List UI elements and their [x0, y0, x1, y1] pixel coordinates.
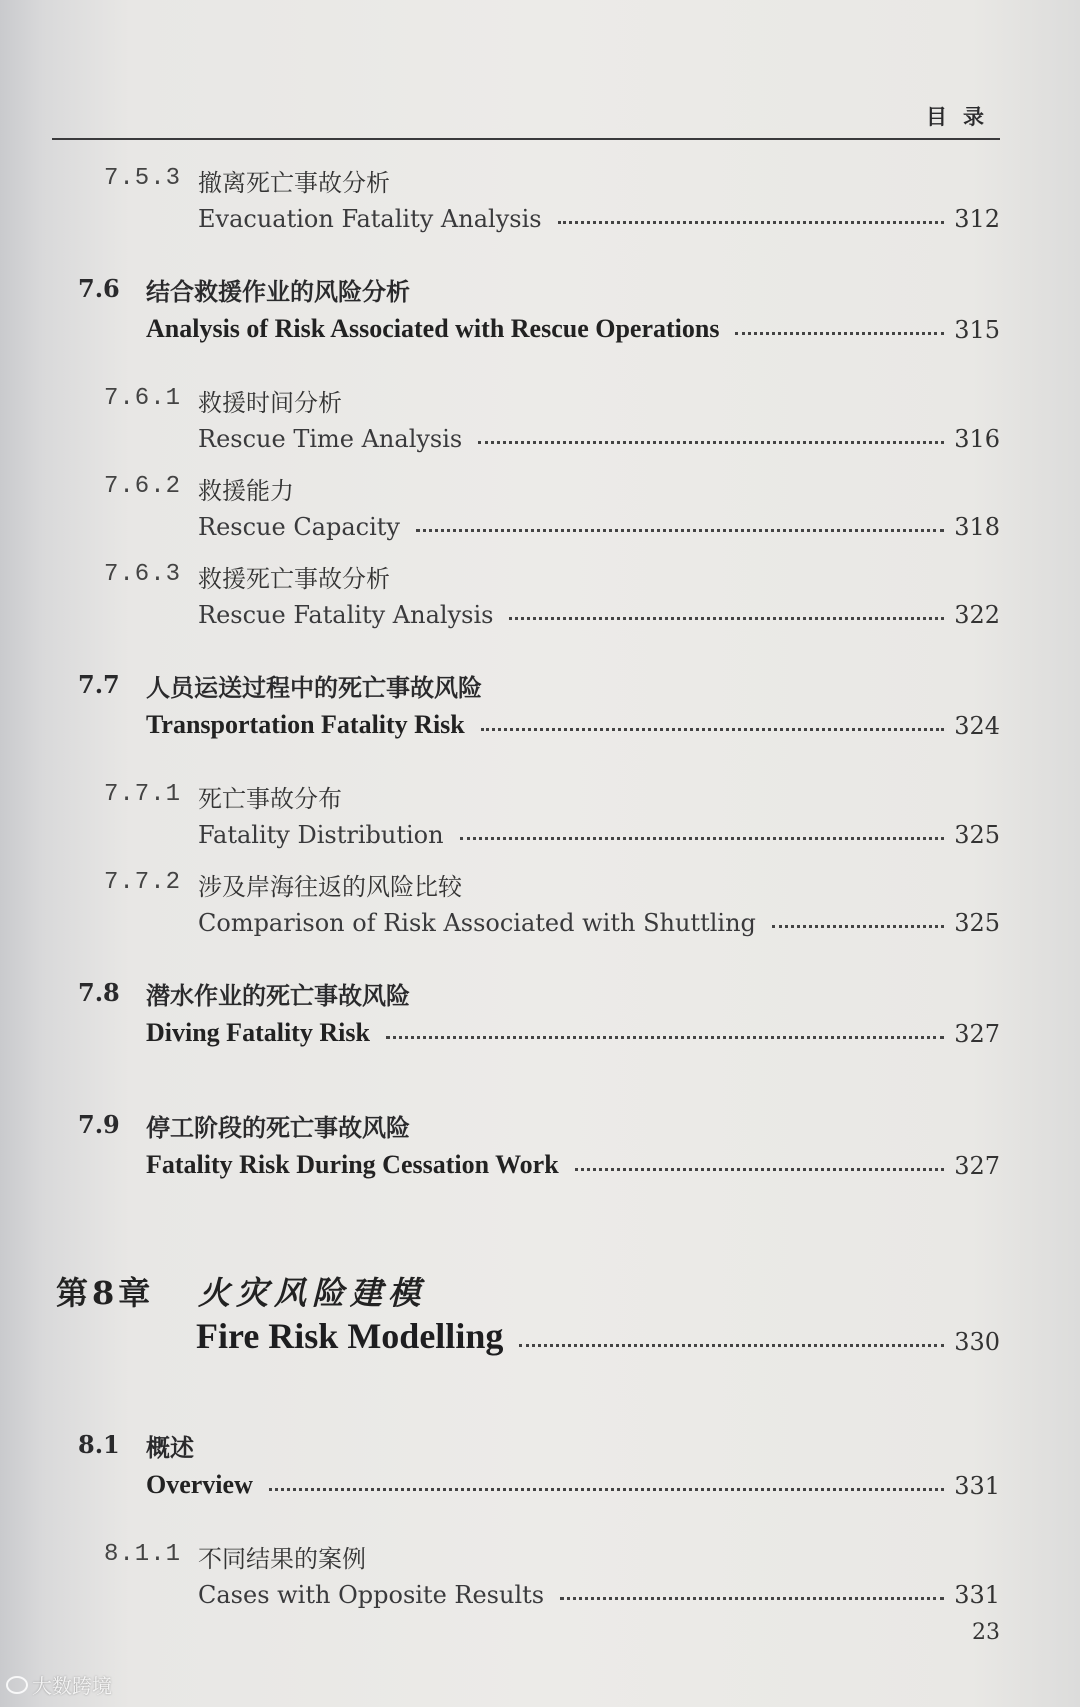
dot-leader	[478, 440, 944, 444]
toc-title-en: Comparison of Risk Associated with Shuttling	[198, 909, 756, 937]
toc-title-en: Transportation Fatality Risk	[146, 710, 465, 739]
toc-page: 325	[954, 821, 1000, 849]
watermark	[6, 1670, 112, 1699]
dot-leader	[560, 1596, 944, 1600]
toc-page: 331	[954, 1581, 1000, 1609]
toc-page: 324	[954, 712, 1000, 740]
dot-leader	[772, 924, 944, 928]
dot-leader	[558, 220, 945, 224]
toc-number: 7.6.3	[104, 561, 182, 588]
toc-number: 7.8	[78, 978, 120, 1007]
toc-title-zh: 撤离死亡事故分析	[198, 169, 390, 197]
dot-leader	[575, 1167, 945, 1171]
toc-number: 7.7.2	[104, 869, 182, 896]
toc-number: 8.1	[78, 1430, 120, 1459]
dot-leader	[735, 331, 944, 335]
toc-page: 325	[954, 909, 1000, 937]
toc-title-en: Evacuation Fatality Analysis	[198, 205, 542, 233]
toc-number: 7.9	[78, 1110, 120, 1139]
dot-leader	[509, 616, 944, 620]
watermark-text: 大数跨境	[32, 1674, 112, 1698]
toc-number: 7.6	[78, 274, 120, 303]
toc-page: 330	[954, 1328, 1000, 1356]
toc-title-zh: 救援时间分析	[198, 389, 342, 417]
toc-chapter-number: 第8章	[56, 1274, 155, 1312]
toc-title-zh: 结合救援作业的风险分析	[146, 278, 410, 306]
toc-line	[198, 1583, 1000, 1607]
toc-title-zh: 概述	[146, 1434, 194, 1462]
toc-title-en: Rescue Capacity	[198, 513, 400, 541]
toc-number: 7.7	[78, 670, 120, 699]
toc-title-en: Overview	[146, 1470, 253, 1499]
toc-title-zh: 停工阶段的死亡事故风险	[146, 1114, 410, 1142]
toc-title-en: Cases with Opposite Results	[198, 1581, 545, 1609]
toc-line	[198, 603, 1000, 627]
toc-title-en: Rescue Fatality Analysis	[198, 601, 494, 629]
toc-title-zh: 人员运送过程中的死亡事故风险	[146, 674, 482, 702]
toc-title-en: Fatality Risk During Cessation Work	[146, 1150, 559, 1179]
toc-number: 7.6.2	[104, 473, 182, 500]
page-number: 23	[972, 1620, 1000, 1645]
toc-title-zh: 潜水作业的死亡事故风险	[146, 982, 410, 1010]
toc-number: 7.7.1	[104, 781, 182, 808]
toc-title-zh: 救援死亡事故分析	[198, 565, 390, 593]
toc-page: 327	[954, 1152, 1000, 1180]
toc-title-en: Analysis of Risk Associated with Rescue Operations	[146, 314, 720, 343]
toc-page: 316	[954, 425, 1000, 453]
dot-leader	[269, 1487, 944, 1491]
toc-number: 7.6.1	[104, 385, 182, 412]
toc-line	[146, 712, 1000, 738]
toc-page: 312	[954, 205, 1000, 233]
dot-leader	[481, 727, 944, 731]
toc-title-zh: 死亡事故分布	[198, 785, 342, 813]
toc-title-en: Fatality Distribution	[198, 821, 444, 849]
dot-leader	[416, 528, 944, 532]
watermark-logo-icon	[6, 1676, 28, 1694]
toc-page: 315	[954, 316, 1000, 344]
toc-number: 8.1.1	[104, 1541, 182, 1568]
toc-line	[146, 1152, 1000, 1178]
dot-leader	[460, 836, 945, 840]
header-rule	[52, 138, 1000, 140]
toc-title-zh: 救援能力	[198, 477, 294, 505]
toc-page: 331	[954, 1472, 1000, 1500]
toc-line	[146, 1020, 1000, 1046]
toc-line	[198, 427, 1000, 451]
toc-page: 322	[954, 601, 1000, 629]
dot-leader	[519, 1343, 944, 1347]
toc-line	[146, 1472, 1000, 1498]
toc-line	[198, 823, 1000, 847]
running-header-label: 目录	[926, 105, 1000, 129]
toc-line	[198, 515, 1000, 539]
toc-page: 327	[954, 1020, 1000, 1048]
toc-line	[198, 911, 1000, 935]
toc-line	[196, 1318, 1000, 1354]
toc-title-en: Fire Risk Modelling	[196, 1316, 504, 1356]
toc-line	[146, 316, 1000, 342]
toc-title-en: Diving Fatality Risk	[146, 1018, 370, 1047]
toc-page: 318	[954, 513, 1000, 541]
toc-line	[198, 207, 1000, 231]
dot-leader	[386, 1035, 944, 1039]
toc-title-zh: 不同结果的案例	[198, 1545, 366, 1573]
toc-title-zh: 火灾风险建模	[198, 1274, 427, 1312]
toc-title-en: Rescue Time Analysis	[198, 425, 463, 453]
toc-title-zh: 涉及岸海往返的风险比较	[198, 873, 462, 901]
toc-number: 7.5.3	[104, 165, 182, 192]
